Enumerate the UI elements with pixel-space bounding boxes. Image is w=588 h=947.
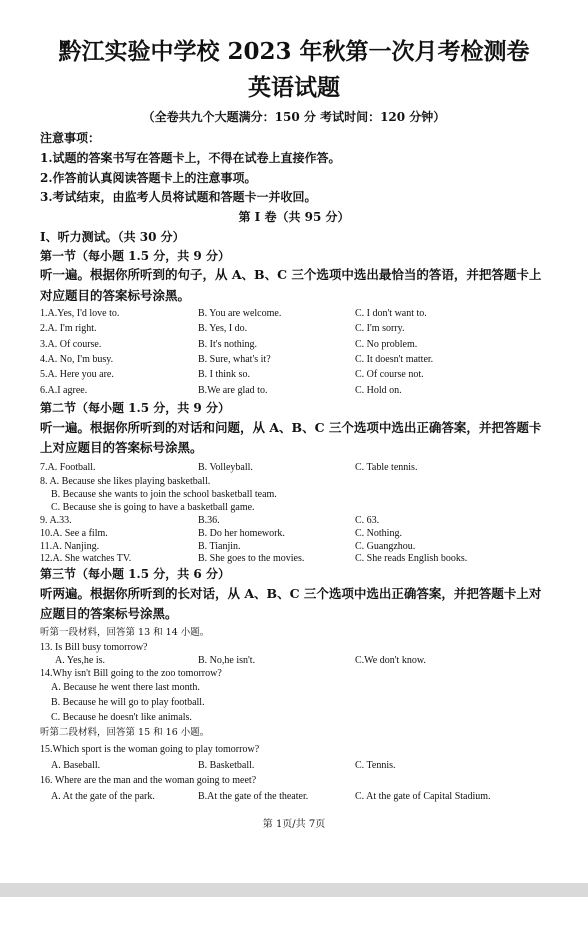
question-option: B. Because she wants to join the school basketball team. <box>51 489 277 500</box>
section-instruction: 听两遍。根据你所听到的长对话，从 A、B、C 三个选项中选出正确答案，并把答题卡上对 <box>40 586 542 601</box>
section-heading: 第二节（每小题 1.5 分，共 9 分） <box>40 401 230 415</box>
option-c: C. No problem. <box>355 339 418 350</box>
option-a: 11.A. Nanjing. <box>40 541 100 552</box>
question-stem: 16. Where are the man and the woman going to meet? <box>40 775 257 786</box>
option-b: B. Yes, I do. <box>198 323 248 334</box>
option-a: A. Baseball. <box>51 760 101 771</box>
option-b: B. Sure, what's it? <box>198 354 271 365</box>
option-c: C. Hold on. <box>355 385 402 396</box>
notice-item: 2.作答前认真阅读答题卡上的注意事项。 <box>40 171 257 185</box>
notice-item: 3.考试结束，由监考人员将试题和答题卡一并收回。 <box>40 190 317 204</box>
option-c: C. Guangzhou. <box>355 541 416 552</box>
option-c: C. She reads English books. <box>355 553 468 564</box>
option-a: 12.A. She watches TV. <box>40 553 132 564</box>
material-hint: 听第一段材料，回答第 13 和 14 小题。 <box>40 627 210 638</box>
question-stem: 13. Is Bill busy tomorrow? <box>40 642 148 653</box>
section-heading: 第一节（每小题 1.5 分，共 9 分） <box>40 249 230 263</box>
option-b: B. Do her homework. <box>198 528 285 539</box>
option-b: B. Volleyball. <box>198 462 253 473</box>
part-title: Ⅰ、听力测试。（共 30 分） <box>40 230 185 244</box>
question-stem: 14.Why isn't Bill going to the zoo tomorrow? <box>40 668 222 679</box>
option-b: B.At the gate of the theater. <box>198 791 309 802</box>
option-c: C. Nothing. <box>355 528 402 539</box>
option-a: 2.A. I'm right. <box>40 323 97 334</box>
option-b: B. She goes to the movies. <box>198 553 305 564</box>
option-a: A. At the gate of the park. <box>51 791 155 802</box>
section-instruction: 对应题目的答案标号涂黑。 <box>40 288 191 303</box>
option-a: 5.A. Here you are. <box>40 369 114 380</box>
option-c: C. I don't want to. <box>355 308 427 319</box>
option-a: 1.A.Yes, I'd love to. <box>40 308 120 319</box>
question-option: C. Because he doesn't like animals. <box>51 712 192 723</box>
section-instruction: 上对应题目的答案标号涂黑。 <box>40 440 203 455</box>
material-hint: 听第二段材料，回答第 15 和 16 小题。 <box>40 727 210 738</box>
option-c: C. Of course not. <box>355 369 424 380</box>
option-b: B.36. <box>198 515 220 526</box>
notice-item: 1.试题的答案书写在答题卡上，不得在试卷上直接作答。 <box>40 151 341 165</box>
notice-heading: 注意事项： <box>40 131 101 145</box>
option-a: 6.A.I agree. <box>40 385 88 396</box>
option-c: C. Tennis. <box>355 760 396 771</box>
question-option: B. Because he will go to play football. <box>51 697 205 708</box>
exam-subject: 英语试题 <box>248 74 340 101</box>
question-option: 8. A. Because she likes playing basketball. <box>40 476 211 487</box>
option-a: 3.A. Of course. <box>40 339 102 350</box>
page-number: 第 1页/共 7页 <box>262 819 326 830</box>
option-b: B. You are welcome. <box>198 308 282 319</box>
option-b: B. It's nothing. <box>198 339 258 350</box>
exam-title: 黔江实验中学校 2023 年秋第一次月考检测卷 <box>58 38 530 65</box>
option-c: C.We don't know. <box>355 655 426 666</box>
option-c: C. Table tennis. <box>355 462 418 473</box>
option-c: C. 63. <box>355 515 380 526</box>
option-c: C. At the gate of Capital Stadium. <box>355 791 491 802</box>
option-a: 4.A. No, I'm busy. <box>40 354 114 365</box>
section-instruction: 应题目的答案标号涂黑。 <box>40 606 178 621</box>
section-instruction: 听一遍。根据你所听到的句子，从 A、B、C 三个选项中选出最恰当的答语，并把答题卡上 <box>40 267 542 282</box>
option-a: 10.A. See a film. <box>40 528 108 539</box>
option-a: A. Yes,he is. <box>55 655 106 666</box>
question-option: C. Because she is going to have a basketball game. <box>51 502 255 513</box>
option-b: B. I think so. <box>198 369 250 380</box>
option-c: C. I'm sorry. <box>355 323 405 334</box>
page-separator <box>0 883 588 897</box>
option-c: C. It doesn't matter. <box>355 354 434 365</box>
option-b: B. Basketball. <box>198 760 255 771</box>
section-instruction: 听一遍。根据你所听到的对话和问题，从 A、B、C 三个选项中选出正确答案，并把答题卡 <box>40 420 542 435</box>
exam-info: （全卷共九个大题满分：150 分 考试时间：120 分钟） <box>142 110 446 124</box>
question-option: A. Because he went there last month. <box>51 682 200 693</box>
option-b: B. No,he isn't. <box>198 655 256 666</box>
option-b: B.We are glad to. <box>198 385 268 396</box>
volume-title: 第 I 卷（共 95 分） <box>238 210 350 224</box>
section-heading: 第三节（每小题 1.5 分，共 6 分） <box>40 567 230 581</box>
option-a: 9. A.33. <box>40 515 72 526</box>
question-stem: 15.Which sport is the woman going to play tomorrow? <box>40 744 260 755</box>
option-a: 7.A. Football. <box>40 462 96 473</box>
option-b: B. Tianjin. <box>198 541 241 552</box>
